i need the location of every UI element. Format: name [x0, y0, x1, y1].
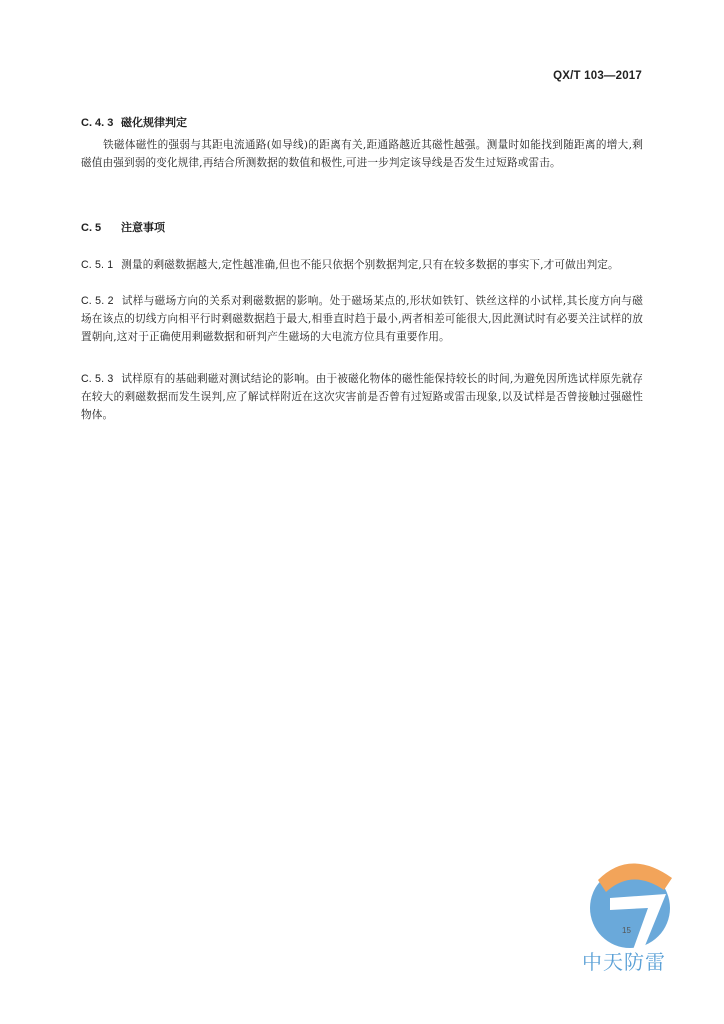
- section-heading-c5: [81, 219, 165, 235]
- clause-c51: [81, 256, 643, 274]
- section-c43-body: 铁磁体磁性的强弱与其距电流通路(如导线)的距离有关,距通路越近其磁性越强。测量时如能找到随距离的增大,剩磁值由强到弱的变化规律,再结合所测数据的数值和极性,可进一步判定该导线是否发生过短路或雷击。: [81, 139, 643, 169]
- section-heading-c43: [81, 114, 187, 130]
- standard-code: QX/T 103—2017: [553, 70, 642, 82]
- section-number: C. 5: [81, 222, 102, 234]
- section-title: 磁化规律判定: [121, 116, 187, 129]
- clause-number: C. 5. 1: [81, 259, 114, 271]
- clause-c52: [81, 292, 643, 346]
- clause-number: C. 5. 3: [81, 373, 114, 385]
- page-number: 15: [622, 926, 631, 935]
- clause-c53: [81, 370, 643, 424]
- section-title: 注意事项: [121, 221, 165, 234]
- watermark-text: 中天防雷: [582, 950, 666, 974]
- clause-text: 试样与磁场方向的关系对剩磁数据的影响。处于磁场某点的,形状如铁钉、铁丝这样的小试样,其长度方向与磁场在该点的切线方向相平行时剩磁数据趋于最大,相垂直时趋于最小,两者相差可能很大,因此测试时有必要关注试样的放置朝向,这对于正确使用剩磁数据和研判产生磁场的大电流方位具有重要作用。: [81, 295, 643, 343]
- section-number: C. 4. 3: [81, 117, 114, 129]
- clause-text: 试样原有的基础剩磁对测试结论的影响。由于被磁化物体的磁性能保持较长的时间,为避免因所选试样原先就存在较大的剩磁数据而发生误判,应了解试样附近在这次灾害前是否曾有过短路或雷击现象,以及试样是否曾接触过强磁性物体。: [81, 373, 643, 421]
- clause-number: C. 5. 2: [81, 295, 114, 307]
- clause-text: 测量的剩磁数据越大,定性越准确,但也不能只依据个别数据判定,只有在较多数据的事实下,才可做出判定。: [121, 259, 619, 271]
